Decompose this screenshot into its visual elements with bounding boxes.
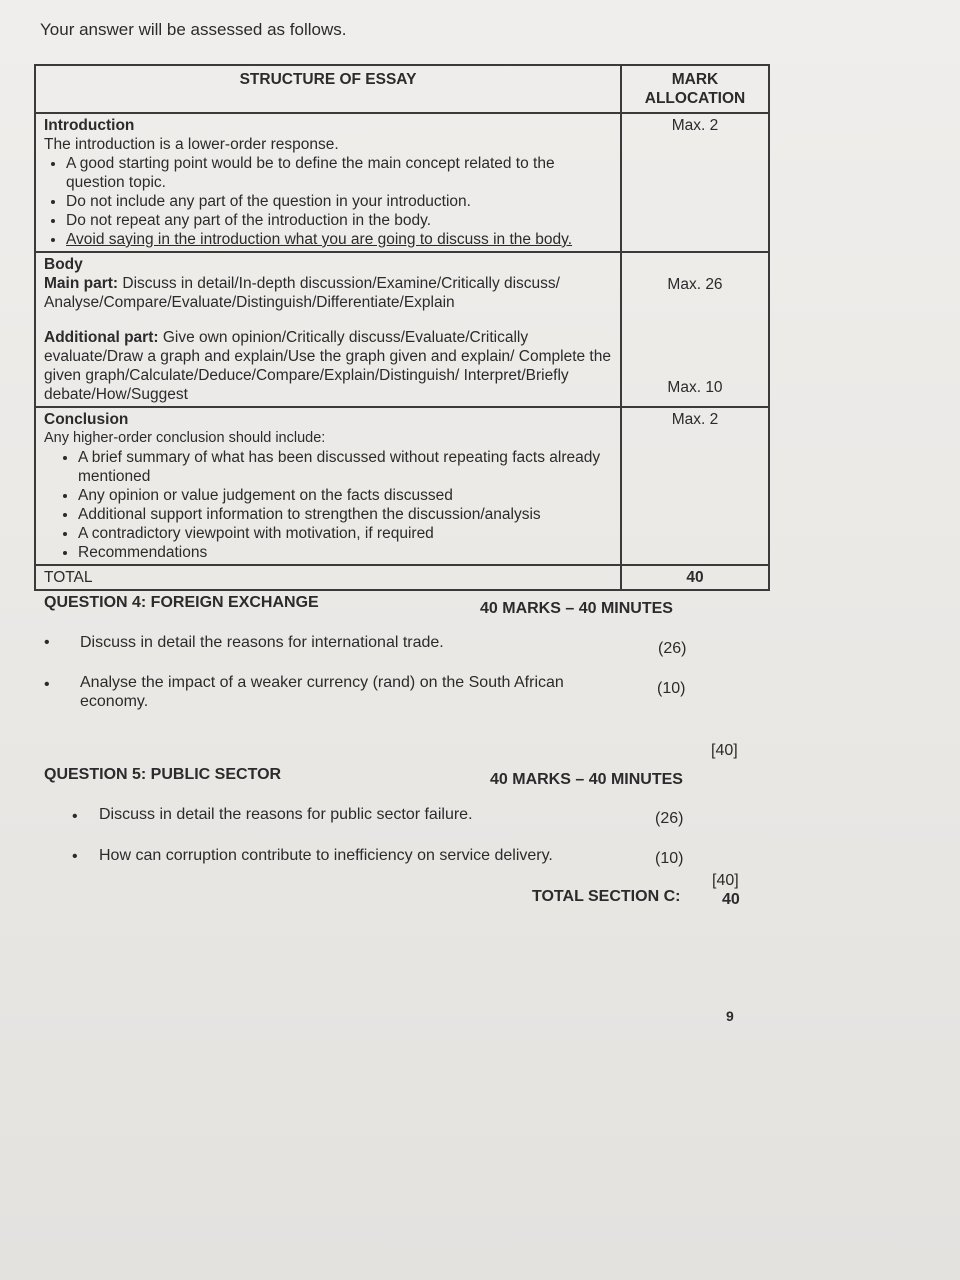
q4-marks: 40 MARKS – 40 MINUTES (480, 600, 673, 617)
bullet-icon: • (44, 676, 50, 693)
page-number: 9 (726, 1008, 734, 1024)
list-item: • Recommendations (78, 543, 612, 562)
section-total-value: 40 (722, 891, 740, 908)
list-item: • Do not include any part of the question in your introduction. (66, 192, 612, 211)
bullet-icon: • (72, 848, 78, 865)
q5-item-2: How can corruption contribute to inefficiency on service delivery. (99, 847, 553, 864)
q5-item-2-mark: (10) (655, 850, 684, 867)
body-marks (621, 252, 769, 407)
introduction-lead: The introduction is a lower-order response. (44, 136, 339, 153)
section-total-label: TOTAL SECTION C: (532, 888, 681, 905)
body-row (35, 252, 769, 407)
introduction-mark: Max. 2 (621, 113, 769, 252)
introduction-cell (35, 113, 621, 252)
introduction-row (35, 113, 769, 252)
q5-item-1-mark: (26) (655, 810, 684, 827)
list-item: • A contradictory viewpoint with motivation, if required (78, 524, 612, 543)
introduction-title: Introduction (44, 117, 135, 134)
assessment-intro: Your answer will be assessed as follows. (40, 20, 347, 39)
introduction-bullets (44, 154, 612, 249)
header-structure: STRUCTURE OF ESSAY (35, 65, 621, 113)
bullet-icon: • (44, 634, 50, 651)
conclusion-mark: Max. 2 (621, 407, 769, 565)
conclusion-title: Conclusion (44, 411, 129, 428)
q5-item-1: Discuss in detail the reasons for public sector failure. (99, 806, 473, 823)
body-additional-mark: Max. 10 (667, 379, 723, 396)
total-row (35, 565, 769, 590)
conclusion-bullets (44, 448, 612, 562)
essay-structure-table (34, 64, 770, 591)
q5-title: QUESTION 5: PUBLIC SECTOR (44, 766, 282, 783)
bullet-icon: • (72, 808, 78, 825)
header-mark-allocation: MARK ALLOCATION (621, 65, 769, 113)
body-cell (35, 252, 621, 407)
q4-item-1: Discuss in detail the reasons for international trade. (80, 634, 444, 651)
conclusion-row (35, 407, 769, 565)
list-item: • Do not repeat any part of the introduction in the body. (66, 211, 612, 230)
list-item: • A good starting point would be to define the main concept related to the question topic. (66, 154, 612, 192)
q4-item-1-mark: (26) (658, 640, 687, 657)
q4-item-2-cont: economy. (80, 693, 149, 710)
list-item: • Avoid saying in the introduction what you are going to discuss in the body. (66, 230, 612, 249)
body-main-mark: Max. 26 (667, 276, 723, 293)
q4-item-2: Analyse the impact of a weaker currency (rand) on the South African (80, 674, 564, 691)
conclusion-cell (35, 407, 621, 565)
list-item: • Any opinion or value judgement on the facts discussed (78, 486, 612, 505)
body-title: Body (44, 256, 83, 273)
table-header-row (35, 65, 769, 113)
body-additional-part: Additional part: Give own opinion/Critically discuss/Evaluate/Critically evaluate/Draw a graph and explain/Use the graph given and explain/ Complete the given graph/Calculate/Deduce/Compare/Explain/Distinguish/ Interpret/Briefly debate/How/Suggest (44, 329, 611, 403)
q4-title: QUESTION 4: FOREIGN EXCHANGE (44, 594, 319, 611)
total-value: 40 (621, 565, 769, 590)
q5-marks: 40 MARKS – 40 MINUTES (490, 771, 683, 788)
q4-item-2-mark: (10) (657, 680, 686, 697)
total-label: TOTAL (35, 565, 621, 590)
list-item: • Additional support information to strengthen the discussion/analysis (78, 505, 612, 524)
list-item: • A brief summary of what has been discussed without repeating facts already mentioned (78, 448, 612, 486)
conclusion-lead: Any higher-order conclusion should include: (44, 430, 326, 446)
q5-total: [40] (712, 872, 739, 889)
body-main-part: Main part: Discuss in detail/In-depth discussion/Examine/Critically discuss/ Analyse/Compare/Evaluate/Distinguish/Differentiate/Explain (44, 275, 560, 311)
q4-total: [40] (711, 742, 738, 759)
